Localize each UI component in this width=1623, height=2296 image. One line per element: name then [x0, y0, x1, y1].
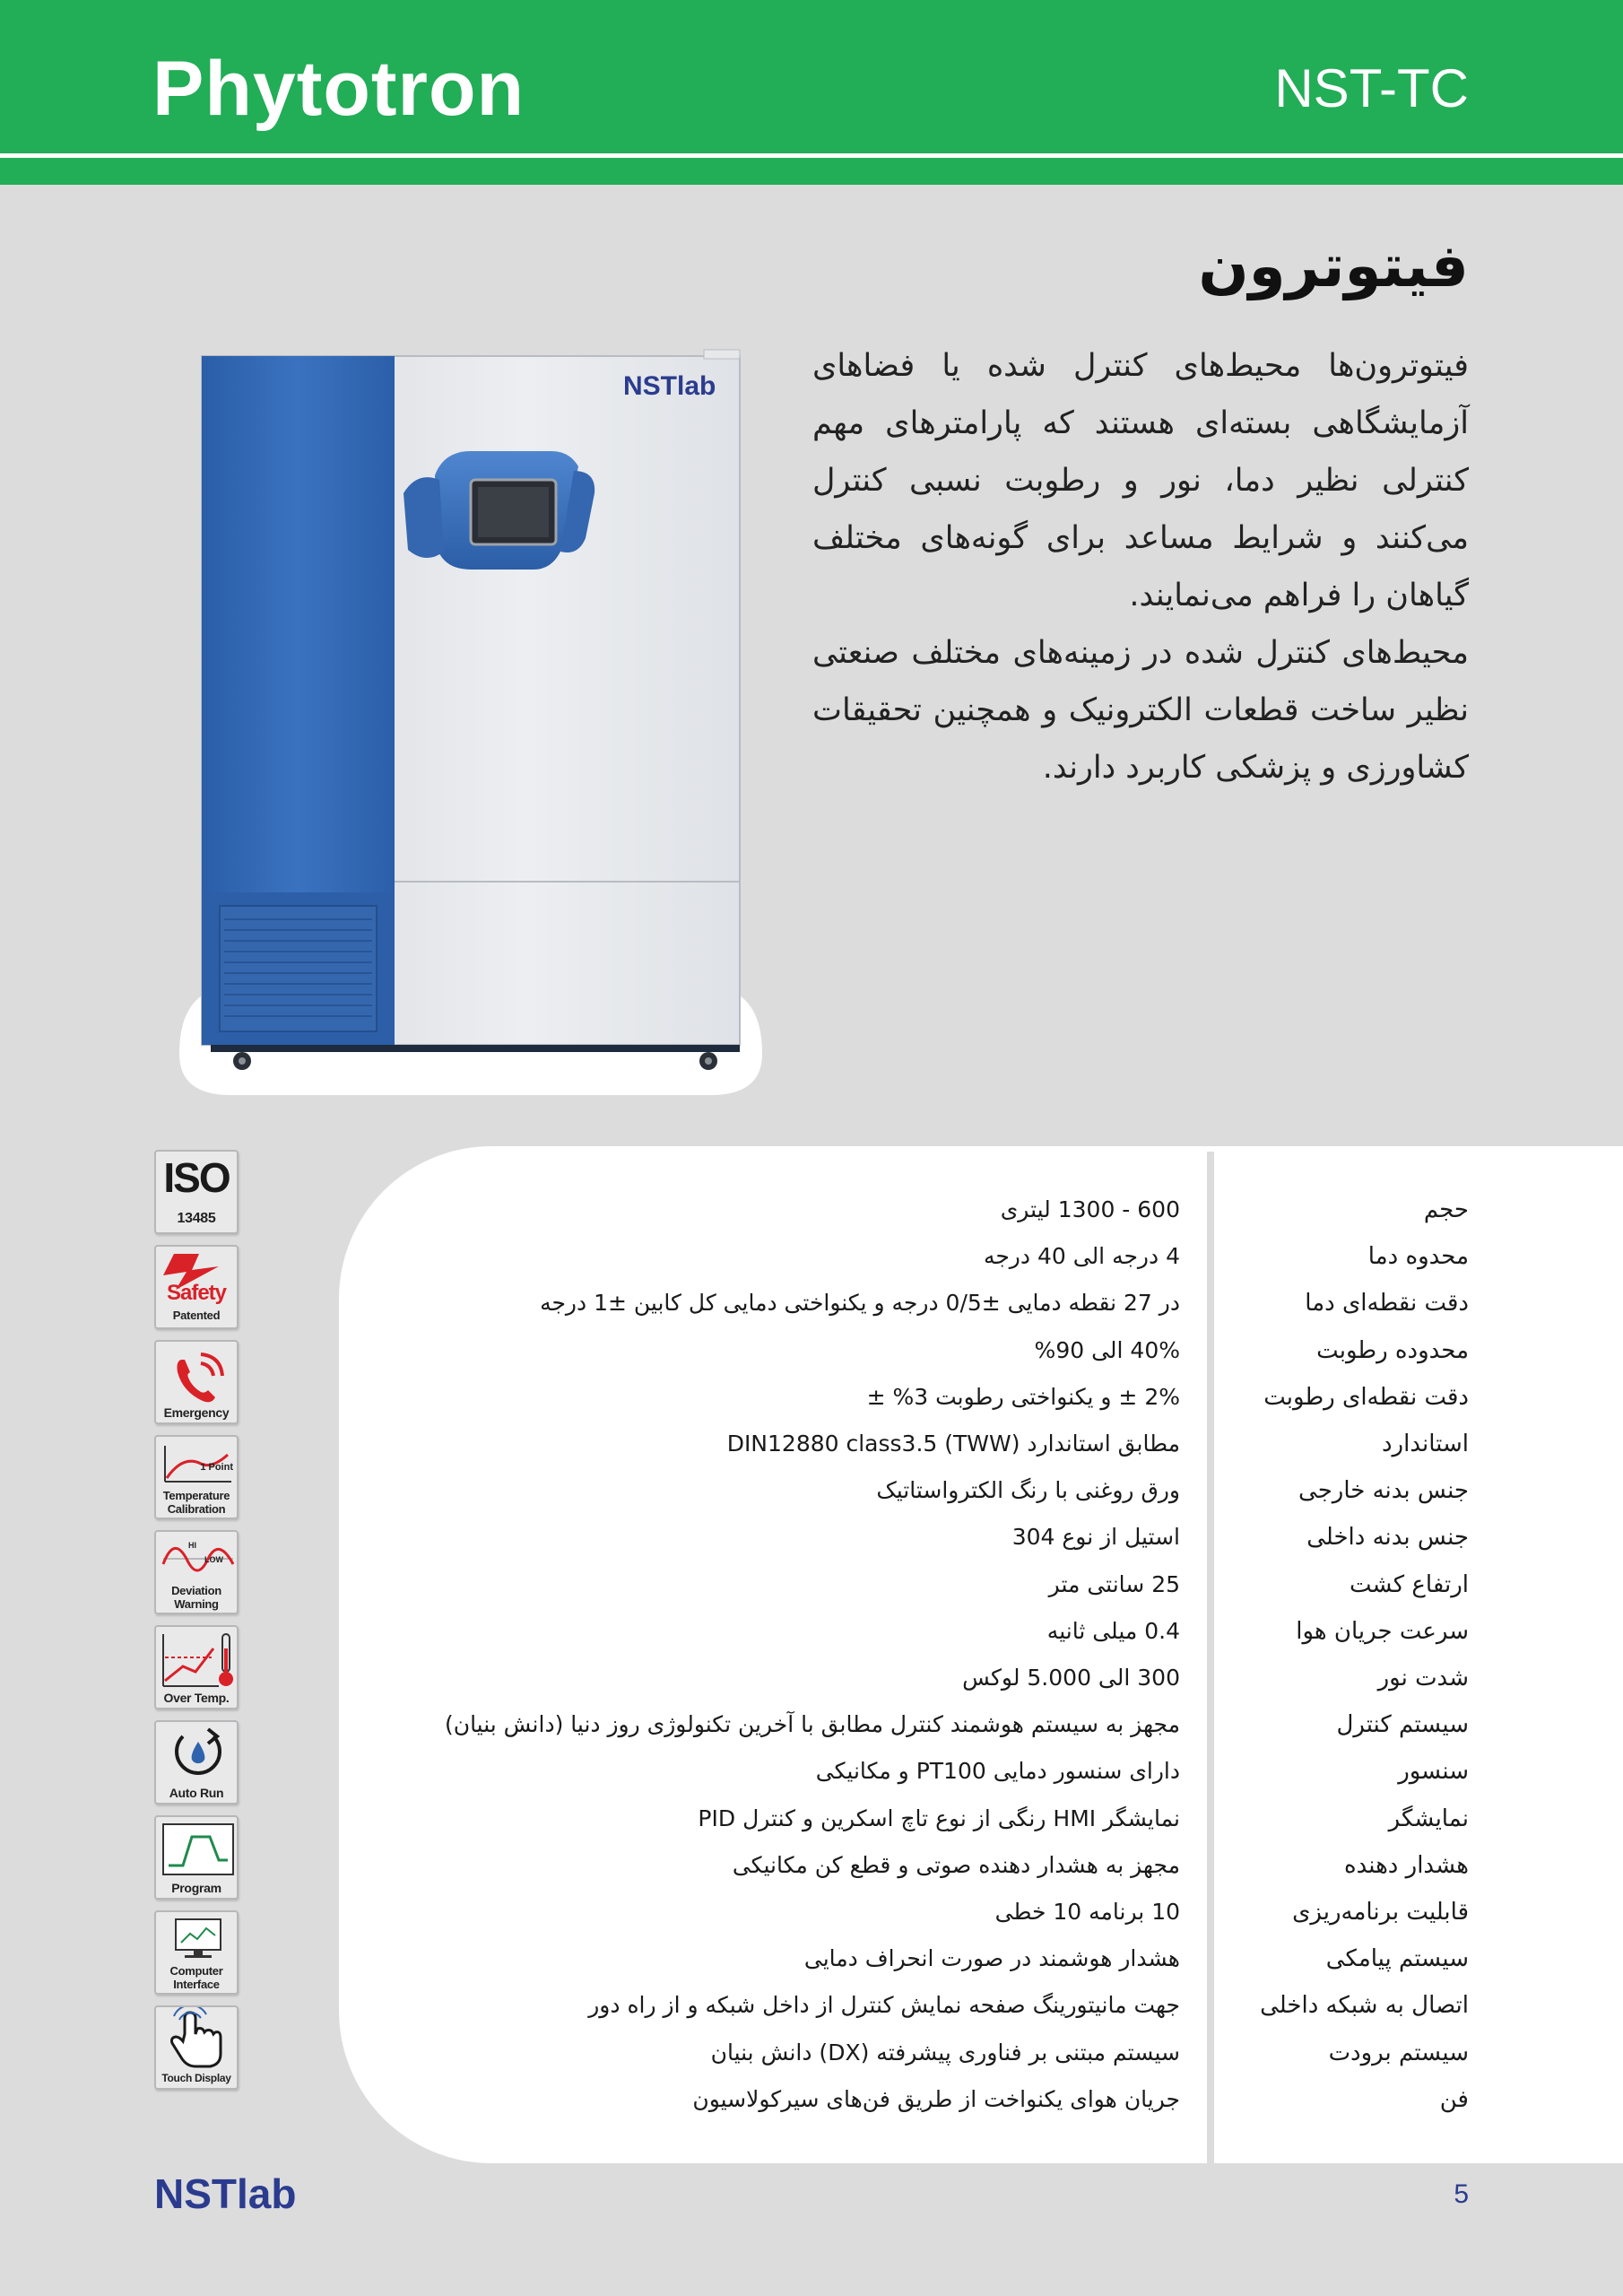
badge-iso	[154, 1150, 239, 1234]
spec-value: جریان هوای یکنواخت از طریق فن‌های سیرکولاسیون	[692, 2085, 1180, 2112]
spec-value: نمایشگر HMI رنگی از نوع تاچ اسکرین و کنترل PID	[698, 1805, 1180, 1831]
badge-caption: Over Temp.	[163, 1691, 230, 1705]
spec-label: حجم	[1423, 1196, 1469, 1223]
spec-value: در 27 نقطه دمایی ±0/5 درجه و یکنواختی دمایی کل کابین ±1 درجه	[540, 1290, 1180, 1317]
product-image	[175, 345, 767, 1099]
header-model: NST-TC	[1274, 58, 1469, 118]
spec-value: 600 - 1300 لیتری	[1000, 1196, 1180, 1222]
page-number: 5	[1454, 2179, 1469, 2209]
spec-label: جنس بدنه داخلی	[1306, 1524, 1469, 1552]
spec-value: مجهز به هشدار دهنده صوتی و قطع کن مکانیکی	[732, 1851, 1180, 1878]
spec-value: دارای سنسور دمایی PT100 و مکانیکی	[815, 1758, 1180, 1785]
spec-row	[0, 1842, 1623, 1889]
badge-extra: 1 Point	[200, 1462, 233, 1473]
spec-row	[0, 1327, 1623, 1374]
spec-value: 40% الی 90%	[1034, 1336, 1180, 1363]
spec-value: 2% ± و یکنواختی رطوبت 3% ±	[866, 1383, 1180, 1410]
spec-value: جهت مانیتورینگ صفحه نمایش کنترل از داخل شبکه و از راه دور	[588, 1992, 1180, 2019]
badge-extra-2: LOW	[204, 1555, 223, 1564]
spec-label: نمایشگر	[1388, 1805, 1469, 1832]
badge-emergency	[154, 1340, 239, 1424]
spec-row	[0, 1701, 1623, 1748]
badge-caption: Patented	[172, 1309, 221, 1322]
spec-label: فن	[1439, 2085, 1469, 2113]
spec-value: 10 برنامه 10 خطی	[994, 1899, 1180, 1925]
page-title: فیتوترون	[1198, 231, 1469, 300]
spec-label: محدوه دما	[1367, 1243, 1469, 1271]
spec-value: مجهز به سیستم هوشمند کنترل مطابق با آخرین تکنولوژی روز دنیا (دانش بنیان)	[444, 1711, 1180, 1738]
badge-caption: Program	[171, 1881, 221, 1895]
spec-value: استیل از نوع 304	[1011, 1524, 1180, 1551]
spec-label: هشدار دهنده	[1343, 1851, 1469, 1879]
spec-value: 0.4 میلی ثانیه	[1046, 1617, 1180, 1644]
badge-caption: Emergency	[163, 1405, 230, 1420]
spec-label: ارتفاع کشت	[1350, 1570, 1469, 1598]
spec-label: دقت نقطه‌ای رطوبت	[1263, 1383, 1469, 1411]
spec-row	[0, 1935, 1623, 1982]
badge-caption: Computer	[169, 1964, 223, 1978]
spec-value: ورق روغنی با رنگ الکترواستاتیک	[876, 1477, 1180, 1504]
spec-row	[0, 1374, 1623, 1421]
spec-row	[0, 1421, 1623, 1467]
footer-logo-text: NSTlab	[154, 2170, 297, 2217]
spec-row	[0, 1889, 1623, 1935]
spec-label: اتصال به شبکه داخلی	[1260, 1992, 1469, 2020]
spec-row	[0, 1655, 1623, 1701]
nstlab-logo-icon	[154, 2169, 307, 2219]
spec-row	[0, 1982, 1623, 2029]
badge-deviation-warning	[154, 1530, 239, 1614]
spec-row	[0, 2076, 1623, 2123]
badge-caption: 13485	[177, 1211, 216, 1226]
spec-row	[0, 1796, 1623, 1842]
intro-paragraph: محیط‌های کنترل شده در زمینه‌های مختلف صنعتی نظیر ساخت قطعات الکترونیک و همچنین تحقیقات کشاورزی و پزشکی کاربرد دارند.	[812, 635, 1469, 786]
badge-touch-display	[154, 2005, 239, 2090]
spec-row	[0, 1280, 1623, 1326]
spec-label: قابلیت برنامه‌ریزی	[1292, 1899, 1469, 1926]
spec-value: 4 درجه الی 40 درجه	[983, 1243, 1180, 1270]
badge-caption: Auto Run	[169, 1786, 224, 1800]
phytotron-cabinet-illustration	[175, 345, 767, 1099]
spec-value: مطابق استاندارد DIN12880 class3.5 (TWW)	[726, 1431, 1180, 1457]
spec-label: سنسور	[1398, 1758, 1469, 1786]
spec-value: هشدار هوشمند در صورت انحراف دمایی	[803, 1945, 1180, 1972]
badge-caption-2: Warning	[174, 1597, 219, 1611]
spec-label: محدوده رطوبت	[1316, 1336, 1469, 1364]
badge-caption-2: Calibration	[167, 1502, 226, 1516]
badge-title: Safety	[166, 1281, 227, 1305]
badge-caption: Touch Display	[161, 2072, 231, 2084]
badge-temperature-calibration	[154, 1435, 239, 1519]
spec-value: 25 سانتی متر	[1048, 1570, 1180, 1597]
footer-logo	[154, 2169, 307, 2219]
spec-label: شدت نور	[1377, 1665, 1469, 1692]
spec-row	[0, 1187, 1623, 1233]
spec-value: سیستم مبتنی بر فناوری پیشرفته (DX) دانش بنیان	[710, 2039, 1180, 2066]
spec-row	[0, 1233, 1623, 1280]
spec-label: دقت نقطه‌ای دما	[1305, 1290, 1469, 1318]
spec-label: استاندارد	[1381, 1431, 1469, 1457]
header-title: Phytotron	[152, 46, 525, 132]
badge-caption: Deviation	[171, 1584, 221, 1597]
page-header	[0, 0, 1623, 185]
spec-row	[0, 2030, 1623, 2076]
spec-row	[0, 1514, 1623, 1561]
spec-label: جنس بدنه خارجی	[1298, 1477, 1469, 1505]
spec-label: سیستم برودت	[1328, 2039, 1469, 2066]
spec-row	[0, 1467, 1623, 1514]
spec-label: سرعت جریان هوا	[1296, 1617, 1469, 1645]
badge-caption-2: Interface	[173, 1978, 220, 1991]
spec-row	[0, 1561, 1623, 1611]
badge-safety	[154, 1245, 239, 1329]
header-divider	[0, 153, 1623, 158]
badge-computer-interface	[154, 1910, 239, 1995]
feature-badges	[154, 1150, 240, 2100]
iso-icon: ISO	[163, 1154, 230, 1201]
spec-row	[0, 1608, 1623, 1655]
badge-extra: HI	[188, 1541, 196, 1550]
svg-text:NSTlab: NSTlab	[623, 371, 716, 401]
intro-paragraph: فیتوترون‌ها محیط‌های کنترل شده یا فضاهای آزمایشگاهی بسته‌ای هستند که پارامترهای مهم کنترلی نظیر دما، نور و رطوبت نسبی کنترل می‌کنند و شرایط مساعد برای گونه‌های مختلف گیاهان را فراهم می‌نمایند.	[812, 348, 1469, 613]
spec-label: سیستم پیامکی	[1325, 1945, 1469, 1973]
badge-over-temp	[154, 1625, 239, 1709]
badge-program	[154, 1815, 239, 1900]
spec-value: 300 الی 5.000 لوکس	[962, 1665, 1180, 1691]
spec-label: سیستم کنترل	[1336, 1711, 1469, 1739]
intro-text	[812, 337, 1469, 796]
spec-row	[0, 1748, 1623, 1795]
badge-auto-run	[154, 1720, 239, 1805]
badge-caption: Temperature	[162, 1489, 230, 1502]
